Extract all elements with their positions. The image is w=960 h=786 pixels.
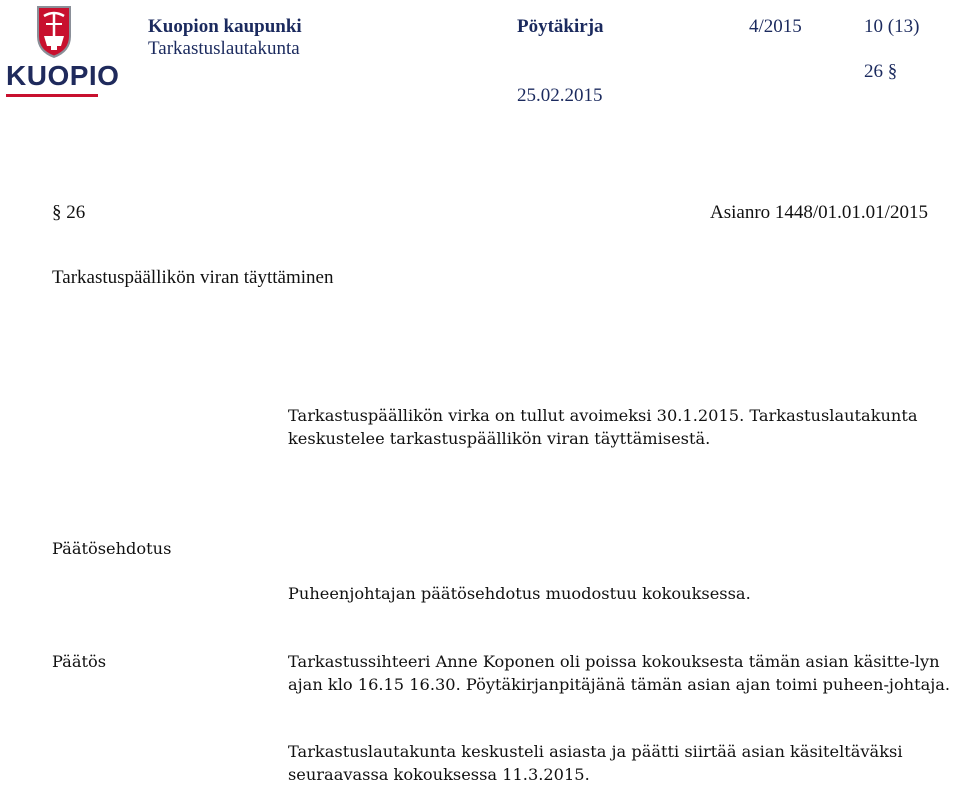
- intro-paragraph: Tarkastuspäällikön virka on tullut avoimeksi 30.1.2015. Tarkastuslautakunta keskustelee tarkastuspäällikön viran täyttämisestä.: [288, 406, 918, 448]
- meeting-date: 25.02.2015: [517, 85, 603, 106]
- section-reference: 26 §: [864, 61, 898, 82]
- logo-wordmark: KUOPIO: [6, 60, 120, 91]
- kuopio-logo: [4, 2, 120, 100]
- logo-underline: [6, 94, 98, 97]
- proposal-label: Päätösehdotus: [52, 539, 172, 558]
- page-number: 10 (13): [864, 16, 920, 37]
- decision-label: Päätös: [52, 652, 107, 671]
- board-name: Tarkastuslautakunta: [148, 38, 300, 59]
- org-name: Kuopion kaupunki: [148, 16, 302, 37]
- case-number: Asianro 1448/01.01.01/2015: [710, 202, 928, 223]
- decision-text-2: Tarkastuslautakunta keskusteli asiasta ja päätti siirtää asian käsiteltäväksi seuraavassa kokouksessa 11.3.2015.: [288, 742, 903, 784]
- proposal-text: Puheenjohtajan päätösehdotus muodostuu kokouksessa.: [288, 584, 751, 603]
- doc-type: Pöytäkirja: [517, 16, 604, 37]
- doc-number: 4/2015: [749, 16, 802, 37]
- section-title: Tarkastuspäällikön viran täyttäminen: [52, 267, 334, 288]
- decision-text-1: Tarkastussihteeri Anne Koponen oli poissa kokouksesta tämän asian käsitte-lyn ajan klo 16.15 16.30. Pöytäkirjanpitäjänä tämän asian ajan toimi puheen-johtaja.: [288, 652, 951, 694]
- section-number: § 26: [52, 202, 86, 223]
- coat-of-arms-icon: [4, 2, 104, 60]
